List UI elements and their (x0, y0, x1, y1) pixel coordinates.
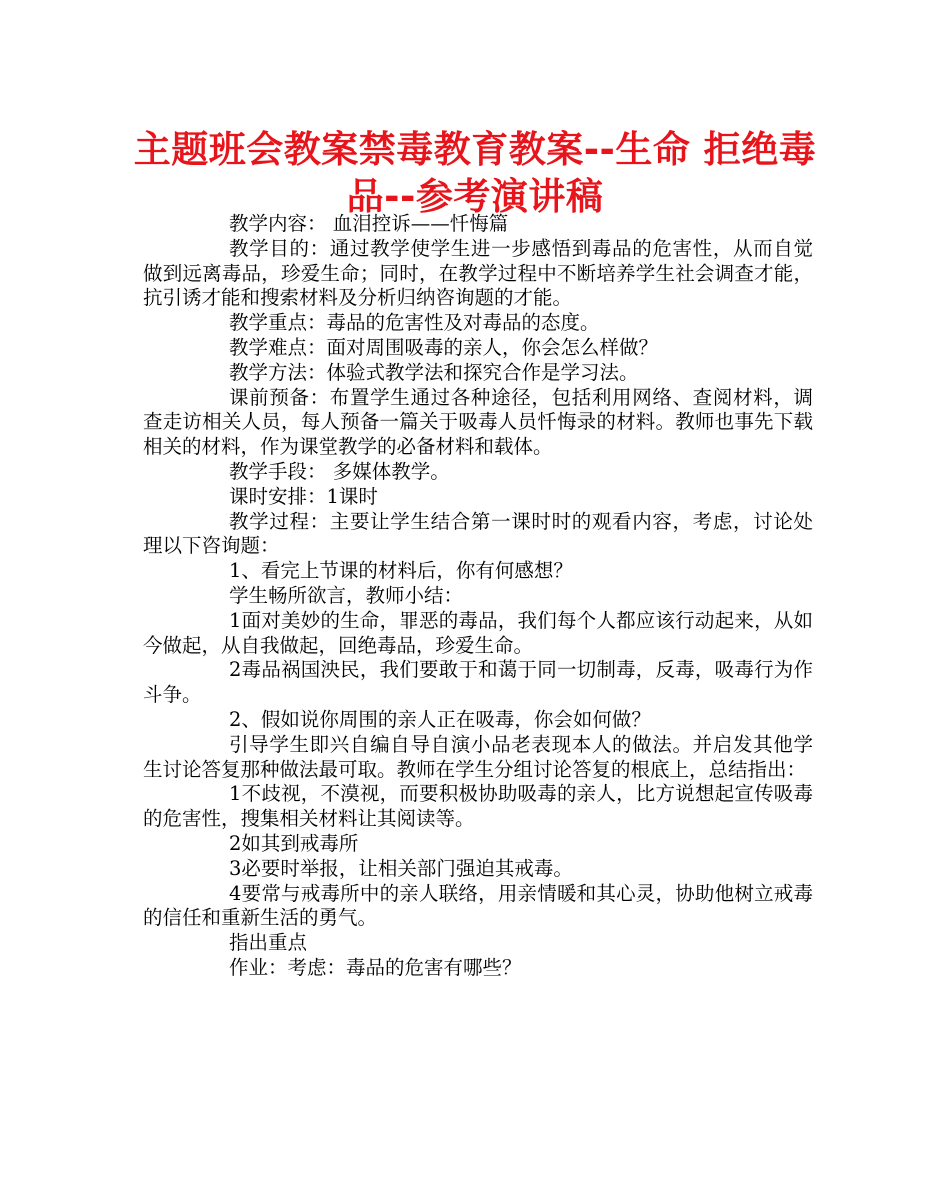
paragraph-point-4: 4要常与戒毒所中的亲人联络，用亲情暖和其心灵，协助他树立戒毒的信任和重新生活的勇气。 (143, 881, 813, 930)
document-body (143, 212, 813, 981)
document-title: 主题班会教案禁毒教育教案--生命 拒绝毒品--参考演讲稿 (133, 128, 817, 218)
paragraph-key-point: 教学重点：毒品的危害性及对毒品的态度。 (229, 311, 600, 335)
paragraph-summary-2: 2毒品祸国泱民，我们要敢于和蔼于同一切制毒，反毒，吸毒行为作斗争。 (143, 658, 813, 707)
paragraph-homework: 作业：考虑：毒品的危害有哪些？ (229, 955, 522, 979)
paragraph-point-3: 3必要时举报，让相关部门强迫其戒毒。 (229, 856, 573, 880)
paragraph-content: 教学内容： 血泪控诉——忏悔篇 (229, 212, 509, 235)
paragraph-summary-1: 1面对美妙的生命，罪恶的毒品，我们每个人都应该行动起来，从如今做起，从自我做起，回绝毒品，珍爱生命。 (143, 608, 813, 657)
paragraph-difficulty: 教学难点：面对周围吸毒的亲人，你会怎么样做？ (229, 335, 659, 359)
paragraph-guidance: 引导学生即兴自编自导自演小品老表现本人的做法。并启发其他学生讨论答复那种做法最可取。教师在学生分组讨论答复的根底上，总结指出： (143, 732, 813, 781)
paragraph-method: 教学方法：体验式教学法和探究合作是学习法。 (229, 360, 639, 384)
paragraph-schedule: 课时安排：1课时 (229, 484, 378, 508)
paragraph-point-2: 2如其到戒毒所 (229, 831, 359, 855)
paragraph-summary-intro: 学生畅所欲言，教师小结： (229, 583, 464, 607)
paragraph-question-1: 1、看完上节课的材料后，你有何感想？ (229, 559, 573, 583)
paragraph-process: 教学过程：主要让学生结合第一课时时的观看内容，考虑，讨论处理以下咨询题： (143, 509, 813, 558)
paragraph-objective: 教学目的：通过教学使学生进一步感悟到毒品的危害性，从而自觉做到远离毒品，珍爱生命；同时，在教学过程中不断培养学生社会调查才能，抗引诱才能和搜索材料及分析归纳咨询题的才能。 (143, 236, 813, 310)
paragraph-emphasis: 指出重点 (229, 931, 308, 955)
paragraph-means: 教学手段： 多媒体教学。 (229, 459, 450, 483)
paragraph-point-1: 1不歧视，不漠视，而要积极协助吸毒的亲人，比方说想起宣传吸毒的危害性，搜集相关材料让其阅读等。 (143, 782, 813, 831)
paragraph-question-2: 2、假如说你周围的亲人正在吸毒，你会如何做？ (229, 707, 651, 731)
paragraph-preparation: 课前预备：布置学生通过各种途径，包括利用网络、查阅材料，调查走访相关人员，每人预备一篇关于吸毒人员忏悔录的材料。教师也事先下载相关的材料，作为课堂教学的必备材料和载体。 (143, 385, 813, 459)
